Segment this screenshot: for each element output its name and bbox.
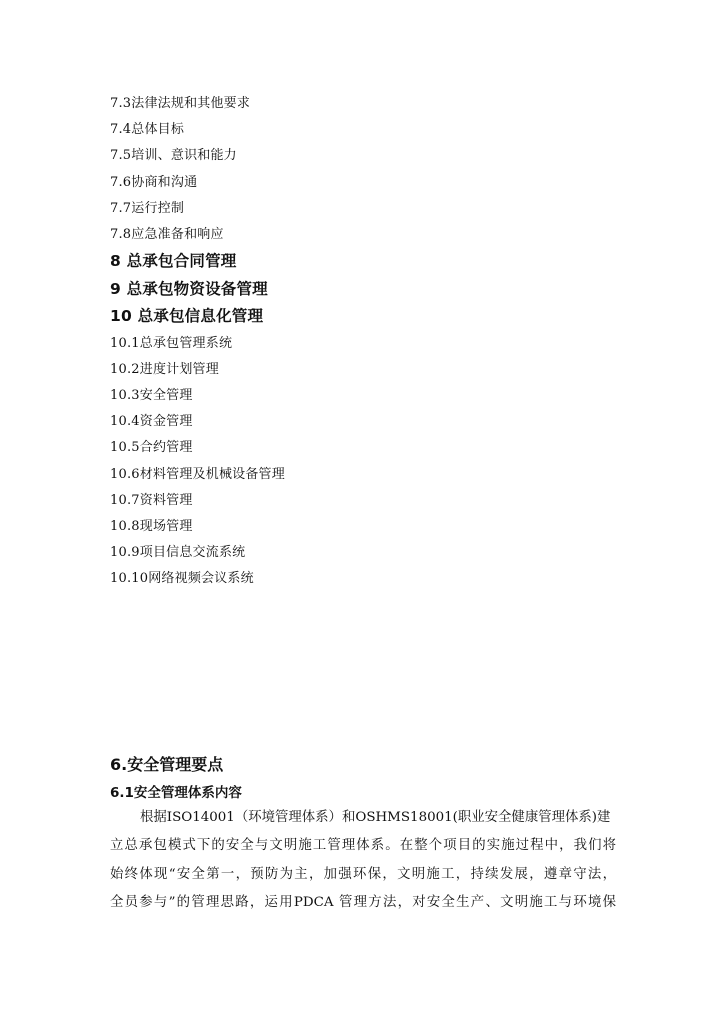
toc-item[interactable]: 10.1总承包管理系统 [110,335,233,351]
paragraph-line: 根据ISO14001（环境管理体系）和OSHMS18001(职业安全健康管理体系)建 [140,810,611,825]
toc-item[interactable]: 10.2进度计划管理 [110,361,219,377]
toc-item[interactable]: 7.5培训、意识和能力 [110,148,237,164]
body-paragraph [110,804,616,917]
toc-item[interactable]: 10.6材料管理及机械设备管理 [110,466,285,482]
toc-item[interactable]: 7.3法律法规和其他要求 [110,96,251,111]
toc-item[interactable]: 7.8应急准备和响应 [110,226,224,242]
subsection-heading: 6.1安全管理体系内容 [110,785,242,801]
toc-item[interactable]: 10.8现场管理 [110,518,193,534]
toc-item[interactable]: 10.3安全管理 [110,388,193,403]
toc-item[interactable]: 7.7运行控制 [110,200,185,216]
paragraph-line: 始终体现“安全第一，预防为主，加强环保，文明施工，持续发展，遵章守法， [110,866,616,882]
toc-chapter[interactable]: 10 总承包信息化管理 [110,307,264,326]
toc-item[interactable]: 10.10网络视频会议系统 [110,571,254,587]
toc-item[interactable]: 10.5合约管理 [110,440,193,456]
table-of-contents [110,91,630,593]
toc-chapter[interactable]: 9 总承包物资设备管理 [110,279,268,298]
toc-item[interactable]: 10.9项目信息交流系统 [110,545,246,561]
toc-item[interactable]: 7.6协商和沟通 [110,174,198,190]
toc-chapter[interactable]: 8 总承包合同管理 [110,252,237,271]
paragraph-line: 全员参与”的管理思路，运用PDCA 管理方法，对安全生产、文明施工与环境保 [110,894,616,910]
toc-item[interactable]: 7.4总体目标 [110,122,185,138]
toc-item[interactable]: 10.4资金管理 [110,414,193,430]
section-heading: 6.安全管理要点 [110,755,224,774]
toc-item[interactable]: 10.7资料管理 [110,492,193,508]
paragraph-line: 立总承包模式下的安全与文明施工管理体系。在整个项目的实施过程中，我们将 [110,838,616,854]
